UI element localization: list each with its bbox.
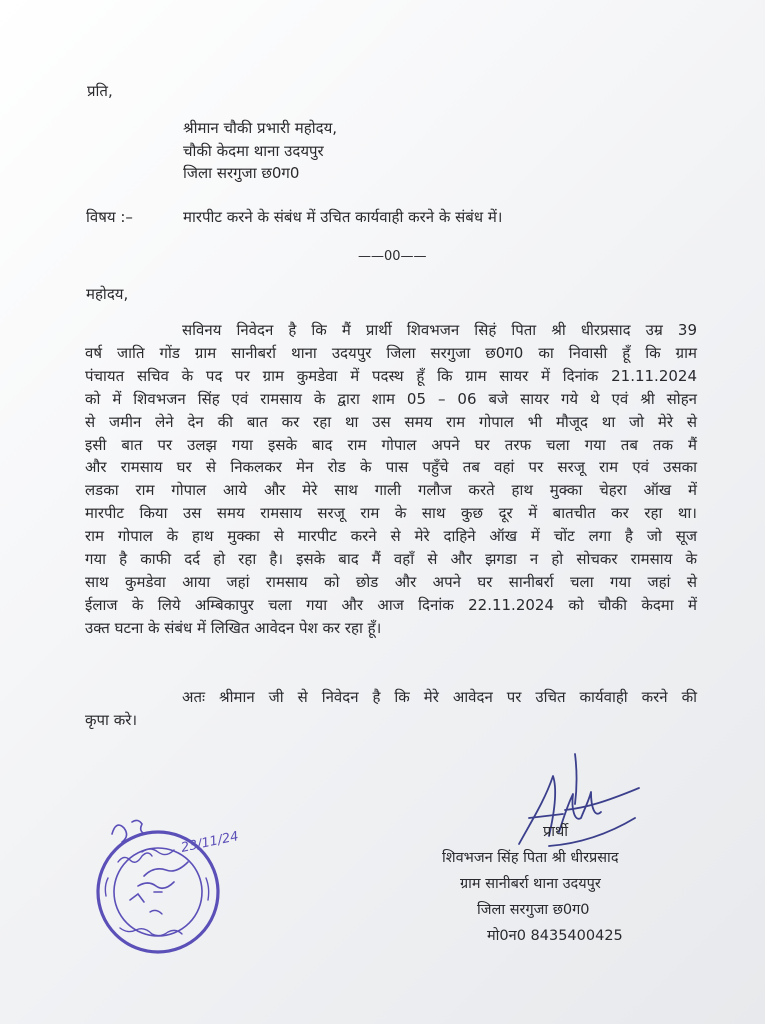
stamp-text-mark [150,910,162,914]
stamp-text-mark [120,928,182,936]
signatory-role: प्रार्थी [543,824,569,840]
body-line: पंचायत सचिव के पद पर ग्राम कुमडेवा में पदस्थ हूँ कि ग्राम सायर में दिनांक 21.11.2024 [85,366,697,385]
closing-paragraph [85,686,697,732]
signatory-line-4: मो0न0 8435400425 [487,928,623,944]
addressee-line-2: चौकी केदमा थाना उदयपुर [183,142,324,160]
signature-stroke [575,754,577,804]
body-line: राम गोपाल के हाथ मुक्का से मारपीट करने से मेरे दाहिने ऑख में चोंट लगा है जो सूज [85,527,697,546]
body-line: ईलाज के लिये अम्बिकापुर चला गया और आज दिनांक 22.11.2024 को चौकी केदमा में [85,595,697,614]
body-line: को में शिवभजन सिंह एवं रामसाय के द्वारा शाम 05 – 06 बजे सायर गये थे एवं श्री सोहन [85,389,697,408]
greeting: महोदय, [86,285,129,303]
body-line: से जमीन लेने देन की बात कर रहा था उस समय राम गोपाल भी मौजूद था जो मेरे से [85,412,697,431]
body-line: सविनय निवेदन है कि मैं प्रार्थी शिवभजन सिहं पिता श्री धीरप्रसाद उम्र 39 [182,321,697,339]
signatory-line-3: जिला सरगुजा छ0ग0 [477,902,590,918]
stamp-text-mark [130,892,162,902]
body-line: लडका राम गोपाल आये और मेरे साथ गाली गलौज करते हाथ मुक्का चेहरा ऑख में [85,481,697,500]
body-line: उक्त घटना के संबंध में लिखित आवेदन पेश कर रहा हूँ। [85,618,382,637]
body-line: वर्ष जाति गोंड ग्राम सानीबर्रा थाना उदयपुर जिला सरगुजा छ0ग0 का निवासी हूँ कि ग्राम [85,343,697,362]
closing-line: कृपा करे। [85,710,138,729]
addressee-line-1: श्रीमान चौकी प्रभारी महोदय, [183,119,338,137]
handwritten-initials [144,862,188,876]
body-line: साथ कुमडेवा आया जहां रामसाय को छोड और अपने घर सानीबर्रा चला गया जहां से [85,572,697,591]
body-line: इसी बात पर उलझ गया इसके बाद राम गोपाल अपने घर तरफ चला गया तब तक मैं [85,435,697,454]
signatory-line-1: शिवभजन सिंह पिता श्री धीरप्रसाद [442,850,619,866]
salutation-to: प्रति, [87,82,113,100]
body-paragraph [85,319,697,640]
body-line: मारपीट किया उस समय रामसाय सरजू राम के साथ कुछ दूर में बातचीत कर रहा था। [85,504,697,523]
subject-label: विषय :– [86,208,133,226]
subject-text: मारपीट करने के संबंध में उचित कार्यवाही करने के संबंध में। [183,208,503,226]
stamp-handwritten-date: 23/11/24 [179,829,240,856]
signature-mark [505,748,645,858]
body-line: और रामसाय घर से निकलकर मेन रोड के पास पहुँचे तब वहां पर सरजू राम एवं उसका [85,458,697,477]
official-stamp [90,800,265,975]
signatory-line-2: ग्राम सानीबर्रा थाना उदयपुर [460,876,601,892]
addressee-line-3: जिला सरगुजा छ0ग0 [183,164,300,182]
stamp-text-mark [206,878,209,900]
body-line: गया है काफी दर्द हो रहा है। इसके बाद मैं वहाँ से और झगडा न हो सोचकर रामसाय के [85,550,697,569]
stamp-text-mark [105,878,108,896]
handwritten-initials [138,882,174,888]
separator: ——00—— [358,249,427,264]
closing-line: अतः श्रीमान जी से निवेदन है कि मेरे आवेदन पर उचित कार्यवाही करने की [182,688,697,706]
